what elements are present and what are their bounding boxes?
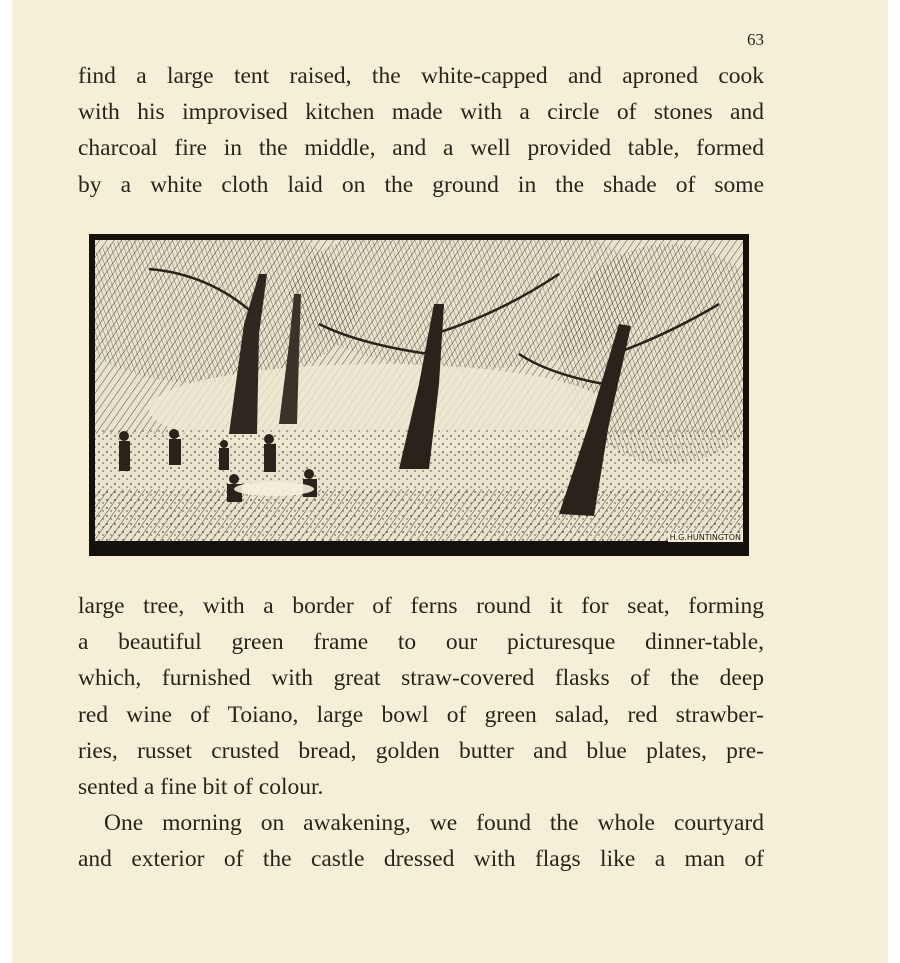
text-line: large tree, with a border of ferns round it for seat, forming [78, 593, 764, 619]
text-line: charcoal fire in the middle, and a well provided table, formed [78, 135, 764, 162]
artist-signature: H.G.HUNTINGTON [669, 533, 741, 542]
text-line: and exterior of the castle dressed with flags like a man of [78, 846, 764, 873]
book-page [12, 0, 888, 963]
text-line: One morning on awakening, we found the whole courtyard [104, 810, 764, 837]
paragraph-continued [78, 588, 764, 878]
engraving-art [89, 234, 749, 556]
text-line: sented a fine bit of colour. [78, 773, 324, 800]
text-line: which, furnished with great straw-covered flasks of the deep [78, 665, 764, 692]
woodland-picnic-illustration [89, 234, 749, 556]
page-number: 63 [747, 30, 764, 49]
text-line: a beautiful green frame to our picturesque dinner-table, [78, 629, 764, 656]
text-line: ries, russet crusted bread, golden butter and blue plates, pre- [78, 737, 764, 764]
text-line: by a white cloth laid on the ground in the shade of some [78, 171, 764, 198]
text-line: find a large tent raised, the white-capped and aproned cook [78, 63, 764, 89]
text-line: red wine of Toiano, large bowl of green salad, red strawber- [78, 701, 764, 728]
paragraph-top [78, 58, 764, 203]
text-line: with his improvised kitchen made with a circle of stones and [78, 99, 764, 126]
